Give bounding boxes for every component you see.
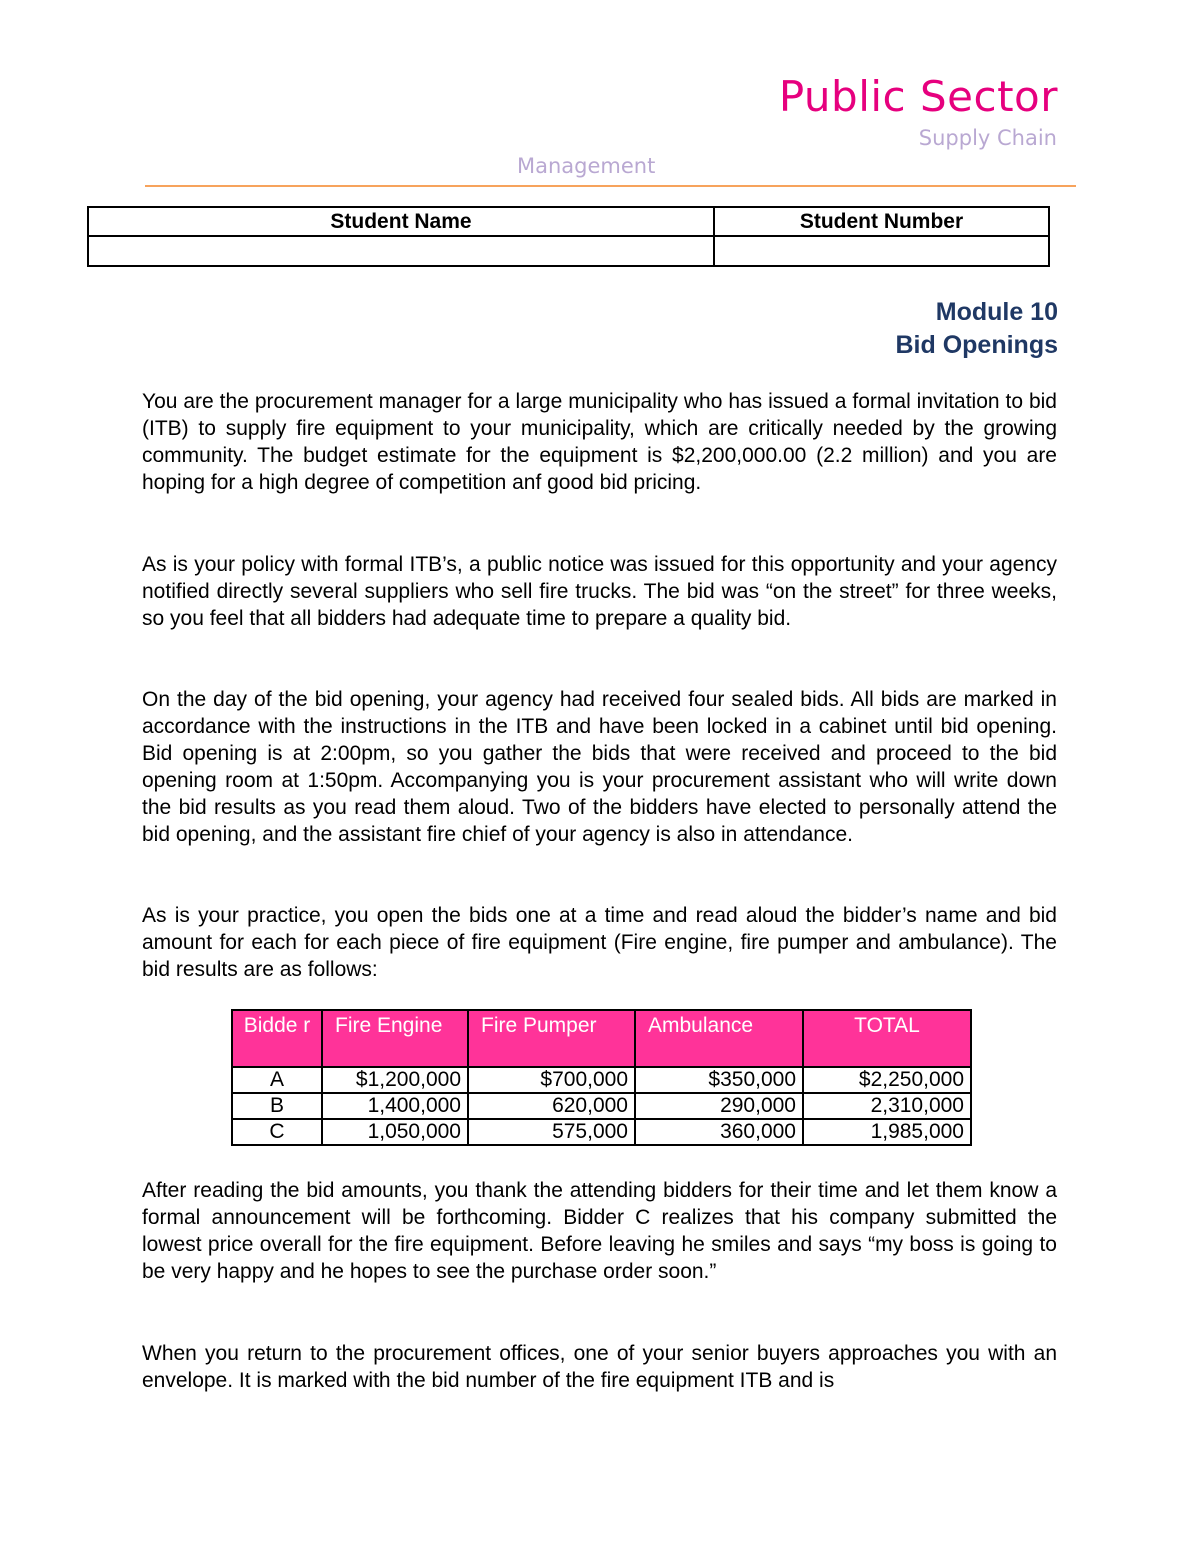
bid-table-header-row: [232, 1010, 971, 1067]
bid-cell: $700,000: [468, 1067, 635, 1093]
student-name-header: Student Name: [88, 207, 714, 236]
bid-cell: 1,400,000: [322, 1093, 468, 1119]
bid-header-fire-pumper: Fire Pumper: [468, 1010, 635, 1067]
paragraph-5: After reading the bid amounts, you thank the attending bidders for their time and let them know a formal announcement will be forthcoming. Bidder C realizes that his company submitted the lowest price overall for the fire equipment. Before leaving he smiles and says “my boss is going to be very happy and he hopes to see the purchase order soon.”: [142, 1179, 1057, 1283]
paragraph-1: You are the procurement manager for a large municipality who has issued a formal invitation to bid (ITB) to supply fire equipment to your municipality, which are critically needed by the growing community. The budget estimate for the equipment is $2,200,000.00 (2.2 million) and you are hoping for a high degree of competition anf good bid pricing.: [142, 390, 1057, 494]
bid-cell: 1,050,000: [322, 1119, 468, 1145]
bid-cell: A: [232, 1067, 322, 1093]
student-number-header: Student Number: [714, 207, 1049, 236]
paragraph-4: As is your practice, you open the bids one at a time and read aloud the bidder’s name and bid amount for each for each piece of fire equipment (Fire engine, fire pumper and ambulance). The bid results are as follows:: [142, 904, 1057, 981]
bid-header-fire-engine: Fire Engine: [322, 1010, 468, 1067]
bid-cell: 1,985,000: [803, 1119, 971, 1145]
bid-header-total: TOTAL: [803, 1010, 971, 1067]
bid-cell: $2,250,000: [803, 1067, 971, 1093]
bid-cell: 2,310,000: [803, 1093, 971, 1119]
bid-cell: 360,000: [635, 1119, 803, 1145]
document-subtitle-line2: Management: [517, 154, 656, 178]
bid-header-ambulance: Ambulance: [635, 1010, 803, 1067]
module-title: Bid Openings: [895, 331, 1058, 359]
bid-cell: 290,000: [635, 1093, 803, 1119]
module-heading: [896, 296, 1059, 362]
document-subtitle-line1: Supply Chain: [918, 126, 1057, 150]
module-number: Module 10: [935, 298, 1058, 326]
paragraph-2: As is your policy with formal ITB’s, a public notice was issued for this opportunity and your agency notified directly several suppliers who sell fire trucks. The bid was “on the street” for three weeks, so you feel that all bidders had adequate time to prepare a quality bid.: [142, 553, 1057, 630]
header-divider: [145, 185, 1076, 187]
bid-cell: $350,000: [635, 1067, 803, 1093]
table-row: [232, 1067, 971, 1093]
table-row: [232, 1119, 971, 1145]
bid-cell: C: [232, 1119, 322, 1145]
bid-cell: 620,000: [468, 1093, 635, 1119]
bid-cell: B: [232, 1093, 322, 1119]
bid-results-table: [231, 1009, 972, 1146]
paragraph-6: When you return to the procurement offices, one of your senior buyers approaches you with an envelope. It is marked with the bid number of the fire equipment ITB and is: [142, 1342, 1057, 1392]
bid-cell: $1,200,000: [322, 1067, 468, 1093]
bid-cell: 575,000: [468, 1119, 635, 1145]
document-title: Public Sector: [778, 72, 1058, 121]
student-name-cell[interactable]: [88, 236, 714, 266]
student-number-cell[interactable]: [714, 236, 1049, 266]
paragraph-3: On the day of the bid opening, your agency had received four sealed bids. All bids are marked in accordance with the instructions in the ITB and have been locked in a cabinet until bid opening. Bid opening is at 2:00pm, so you gather the bids that were received and proceed to the bid opening room at 1:50pm. Accompanying you is your procurement assistant who will write down the bid results as you read them aloud. Two of the bidders have elected to personally attend the bid opening, and the assistant fire chief of your agency is also in attendance.: [142, 688, 1057, 846]
table-row: [232, 1093, 971, 1119]
bid-header-bidder: Bidde r: [232, 1010, 322, 1067]
student-info-table: [87, 206, 1050, 267]
